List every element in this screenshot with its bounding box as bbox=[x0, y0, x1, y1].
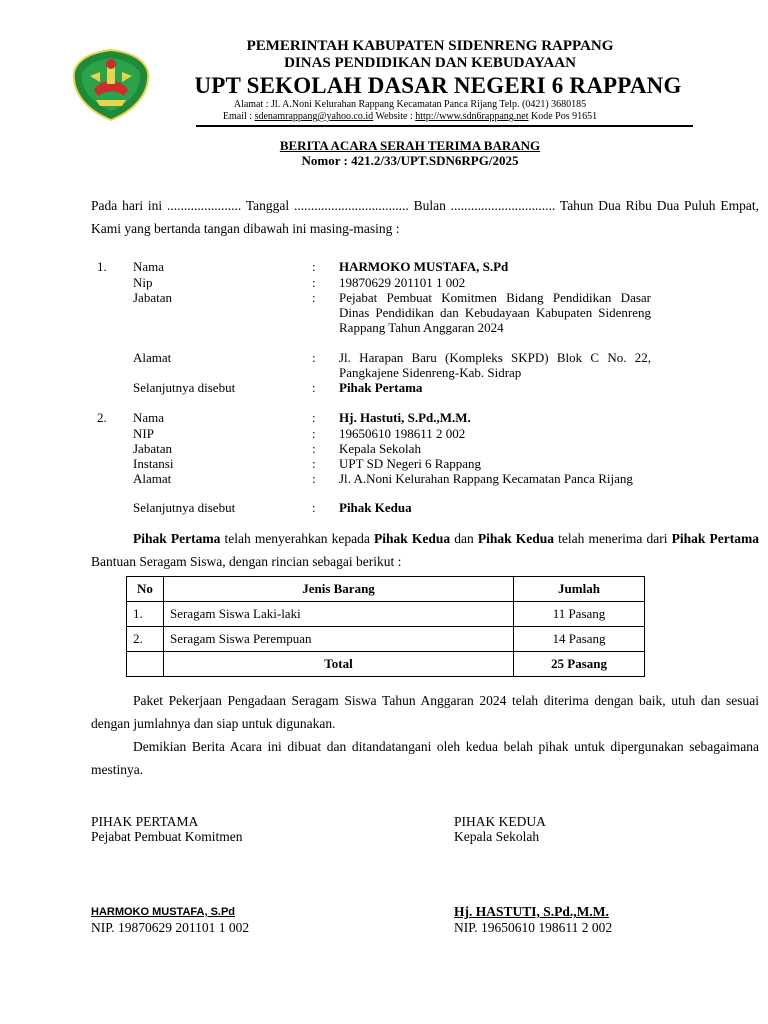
document-title: BERITA ACARA SERAH TERIMA BARANG bbox=[279, 138, 541, 153]
party-2-address-label: Alamat bbox=[133, 471, 172, 486]
party-2-number: 2. bbox=[97, 410, 107, 425]
row-qty: 11 Pasang bbox=[514, 602, 645, 627]
table-header-row bbox=[127, 577, 645, 602]
colon: : bbox=[312, 500, 316, 515]
handover-party-b-again: Pihak Kedua bbox=[477, 531, 554, 546]
signature-right-title: Kepala Sekolah bbox=[454, 829, 540, 844]
colon: : bbox=[312, 471, 316, 486]
party-2-address: Jl. A.Noni Kelurahan Rappang Kecamatan Panca Rijang bbox=[339, 471, 633, 486]
letterhead-department: DINAS PENDIDIKAN DAN KEBUDAYAAN bbox=[284, 55, 576, 71]
party-1-name-label: Nama bbox=[133, 259, 165, 274]
letterhead-address: Alamat : Jl. A.Noni Kelurahan Rappang Kecamatan Panca Rijang Telp. (0421) 3680185 bbox=[233, 99, 587, 110]
colon: : bbox=[312, 350, 316, 365]
party-1-name: HARMOKO MUSTAFA, S.Pd bbox=[339, 259, 509, 274]
header-no: No bbox=[127, 577, 164, 602]
signature-left-title: Pejabat Pembuat Komitmen bbox=[91, 829, 243, 844]
header-item: Jenis Barang bbox=[164, 577, 514, 602]
signature-right-nip: NIP. 19650610 198611 2 002 bbox=[454, 920, 613, 935]
colon: : bbox=[312, 275, 316, 290]
party-2-institution: UPT SD Negeri 6 Rappang bbox=[339, 456, 482, 471]
party-2-institution-label: Instansi bbox=[133, 456, 174, 471]
row-no: 2. bbox=[127, 627, 164, 652]
table-row bbox=[127, 627, 645, 652]
signature-right-name: Hj. HASTUTI, S.Pd.,M.M. bbox=[454, 904, 609, 919]
handover-paragraph bbox=[91, 527, 759, 573]
party-2-nip-label: NIP bbox=[133, 426, 154, 441]
colon: : bbox=[312, 441, 316, 456]
colon: : bbox=[312, 410, 316, 425]
party-1-number: 1. bbox=[97, 259, 107, 274]
total-qty: 25 Pasang bbox=[514, 652, 645, 677]
handover-party-a-again: Pihak Pertama bbox=[671, 531, 759, 546]
document-number: Nomor : 421.2/33/UPT.SDN6RPG/2025 bbox=[301, 153, 519, 168]
handover-party-b: Pihak Kedua bbox=[373, 531, 451, 546]
row-item: Seragam Siswa Laki-laki bbox=[164, 602, 514, 627]
total-label: Total bbox=[164, 652, 514, 677]
closing-paragraph-2: Demikian Berita Acara ini dibuat dan ditandatangani oleh kedua belah pihak untuk dipergunakan sebagaimana mestinya. bbox=[91, 739, 759, 777]
intro-paragraph: Pada hari ini ...................... Tanggal .................................. Bulan ............................... Tahun Dua Ribu Dua Puluh Empat, Kami yang bertanda tangan dibawah ini masing-masing : bbox=[91, 198, 759, 236]
handover-party-a: Pihak Pertama bbox=[133, 531, 221, 546]
table-total-row bbox=[127, 652, 645, 677]
total-empty-cell bbox=[127, 652, 164, 677]
party-2-position-label: Jabatan bbox=[133, 441, 172, 456]
colon: : bbox=[312, 456, 316, 471]
party-2-name-label: Nama bbox=[133, 410, 165, 425]
website-link[interactable]: http://www.sdn6rappang.net bbox=[415, 111, 529, 122]
letterhead-contact bbox=[0, 111, 768, 122]
table-row bbox=[127, 602, 645, 627]
party-2-position: Kepala Sekolah bbox=[339, 441, 421, 456]
party-2-alias: Pihak Kedua bbox=[339, 500, 412, 515]
header-qty: Jumlah bbox=[514, 577, 645, 602]
letterhead-government: PEMERINTAH KABUPATEN SIDENRENG RAPPANG bbox=[246, 38, 614, 54]
party-1-alias-label: Selanjutnya disebut bbox=[133, 380, 236, 395]
closing-paragraph-1: Paket Pekerjaan Pengadaan Seragam Siswa Tahun Anggaran 2024 telah diterima dengan baik, utuh dan sesuai dengan jumlahnya dan siap untuk digunakan. bbox=[91, 693, 759, 731]
colon: : bbox=[312, 290, 316, 305]
website-prefix: Website : bbox=[373, 111, 416, 122]
party-2-nip: 19650610 198611 2 002 bbox=[339, 426, 466, 441]
signature-left-role: PIHAK PERTAMA bbox=[91, 814, 199, 829]
email-link[interactable]: sdenamrappang@yahoo.co.id bbox=[254, 111, 374, 122]
signature-left-name: HARMOKO MUSTAFA, S.Pd bbox=[91, 906, 236, 918]
party-1-address: Jl. Harapan Baru (Kompleks SKPD) Blok C No. 22, Pangkajene Sidenreng-Kab. Sidrap bbox=[339, 350, 651, 380]
party-1-nip-label: Nip bbox=[133, 275, 153, 290]
party-1-address-label: Alamat bbox=[133, 350, 172, 365]
signature-right-role: PIHAK KEDUA bbox=[454, 814, 546, 829]
letterhead-divider bbox=[196, 125, 693, 127]
colon: : bbox=[312, 380, 316, 395]
handover-text-2: dan bbox=[450, 531, 478, 546]
letterhead-school-name: UPT SEKOLAH DASAR NEGERI 6 RAPPANG bbox=[194, 73, 682, 98]
colon: : bbox=[312, 259, 316, 274]
party-1-nip: 19870629 201101 1 002 bbox=[339, 275, 466, 290]
party-2-alias-label: Selanjutnya disebut bbox=[133, 500, 236, 515]
items-table bbox=[126, 576, 645, 677]
party-1-position: Pejabat Pembuat Komitmen Bidang Pendidikan Dasar Dinas Pendidikan dan Kebudayaan Kabupaten Sidenreng Rappang Tahun Anggaran 2024 bbox=[339, 290, 651, 335]
row-qty: 14 Pasang bbox=[514, 627, 645, 652]
party-2-name: Hj. Hastuti, S.Pd.,M.M. bbox=[339, 410, 471, 425]
signature-left-nip: NIP. 19870629 201101 1 002 bbox=[91, 920, 250, 935]
row-no: 1. bbox=[127, 602, 164, 627]
handover-text-4: Bantuan Seragam Siswa, dengan rincian sebagai berikut : bbox=[91, 554, 402, 569]
row-item: Seragam Siswa Perempuan bbox=[164, 627, 514, 652]
colon: : bbox=[312, 426, 316, 441]
handover-text-3: telah menerima dari bbox=[553, 531, 672, 546]
party-1-position-label: Jabatan bbox=[133, 290, 172, 305]
handover-text-1: telah menyerahkan kepada bbox=[220, 531, 374, 546]
party-1-alias: Pihak Pertama bbox=[339, 380, 423, 395]
email-prefix: Email : bbox=[222, 111, 255, 122]
postal-code: Kode Pos 91651 bbox=[528, 111, 598, 122]
